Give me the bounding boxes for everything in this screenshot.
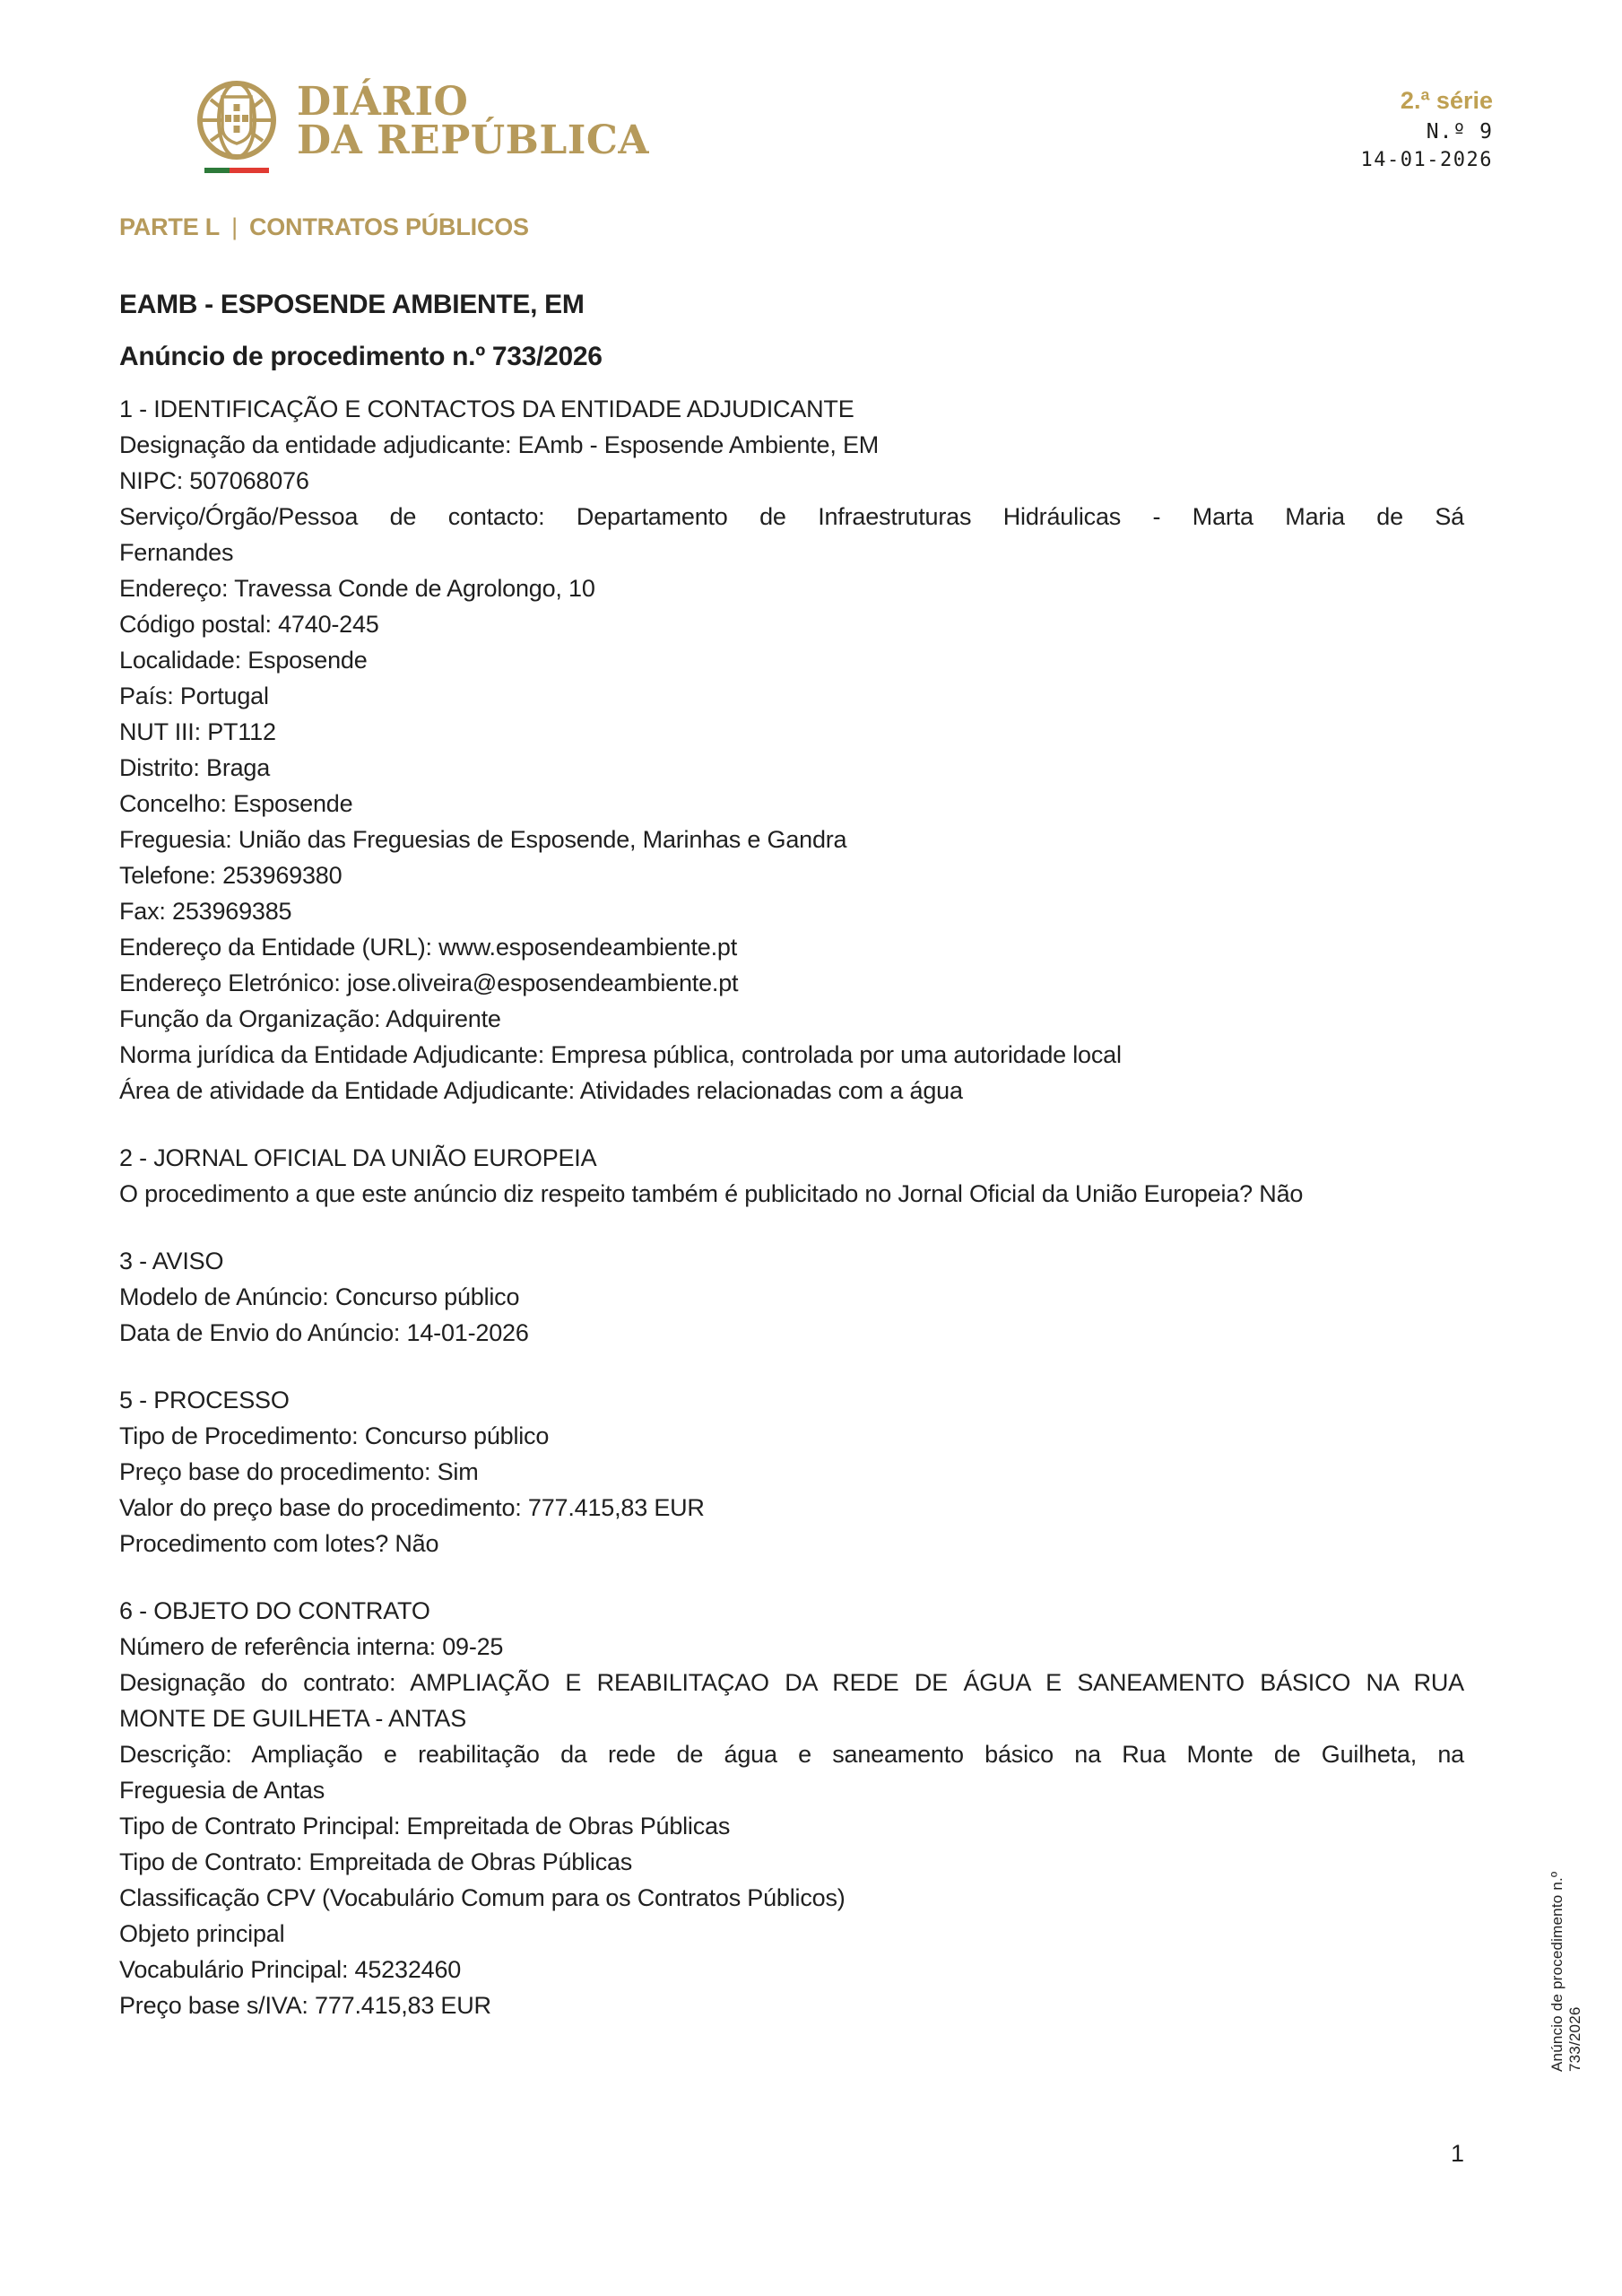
document-line: 1 - IDENTIFICAÇÃO E CONTACTOS DA ENTIDADE ADJUDICANTE xyxy=(119,396,854,422)
document-line: 6 - OBJETO DO CONTRATO xyxy=(119,1597,430,1624)
document-line: Função da Organização: Adquirente xyxy=(119,1005,501,1032)
document-line xyxy=(119,1109,1464,1140)
document-line: Número de referência interna: 09-25 xyxy=(119,1633,504,1660)
document-line: 2 - JORNAL OFICIAL DA UNIÃO EUROPEIA xyxy=(119,1144,597,1171)
document-line: Procedimento com lotes? Não xyxy=(119,1530,439,1557)
document-line: Endereço Eletrónico: jose.oliveira@esposendeambiente.pt xyxy=(119,970,739,996)
document-line: Freguesia de Antas xyxy=(119,1777,325,1804)
portugal-flag-bar xyxy=(204,168,269,173)
document-line: Tipo de Contrato: Empreitada de Obras Públicas xyxy=(119,1848,633,1875)
document-line: Preço base s/IVA: 777.415,83 EUR xyxy=(119,1992,491,2019)
document-line: Localidade: Esposende xyxy=(119,647,368,674)
document-line xyxy=(119,1561,1464,1593)
document-line: Data de Envio do Anúncio: 14-01-2026 xyxy=(119,1319,529,1346)
document-line xyxy=(119,1212,1464,1243)
document-line: Objeto principal xyxy=(119,1920,285,1947)
document-line: Telefone: 253969380 xyxy=(119,862,343,889)
document-line: Preço base do procedimento: Sim xyxy=(119,1458,479,1485)
document-line: Distrito: Braga xyxy=(119,754,271,781)
logo-line-1: DIÁRIO xyxy=(297,79,469,125)
document-line: Tipo de Contrato Principal: Empreitada de Obras Públicas xyxy=(119,1813,731,1839)
part-section-heading xyxy=(119,213,529,241)
document-line: Fax: 253969385 xyxy=(119,898,292,925)
section-label: CONTRATOS PÚBLICOS xyxy=(248,213,529,240)
vertical-procedure-label: Anúncio de procedimento n.º 733/2026 xyxy=(1548,1871,1583,2072)
document-line: Concelho: Esposende xyxy=(119,790,353,817)
document-line: O procedimento a que este anúncio diz respeito também é publicitado no Jornal Oficial da União Europeia? Não xyxy=(119,1180,1304,1207)
armillary-sphere-emblem-icon xyxy=(189,77,284,186)
document-body xyxy=(119,391,1464,2023)
contracting-entity-title: EAMB - ESPOSENDE AMBIENTE, EM xyxy=(119,290,585,319)
document-line: Área de atividade da Entidade Adjudicante: Atividades relacionadas com a água xyxy=(119,1077,963,1104)
logo-line-2: DA REPÚBLICA xyxy=(297,117,650,163)
diario-da-republica-logotype xyxy=(297,79,650,163)
procedure-announcement-title: Anúncio de procedimento n.º 733/2026 xyxy=(119,342,603,371)
document-line: MONTE DE GUILHETA - ANTAS xyxy=(119,1705,467,1732)
document-line: Vocabulário Principal: 45232460 xyxy=(119,1956,462,1983)
document-line: Tipo de Procedimento: Concurso público xyxy=(119,1422,550,1449)
issue-date: 14-01-2026 xyxy=(1360,149,1493,171)
document-line: Classificação CPV (Vocabulário Comum para os Contratos Públicos) xyxy=(119,1884,846,1911)
document-line: Norma jurídica da Entidade Adjudicante: Empresa pública, controlada por uma autoridade local xyxy=(119,1041,1122,1068)
document-line xyxy=(119,1351,1464,1382)
document-line: Designação do contrato: AMPLIAÇÃO E REABILITAÇAO DA REDE DE ÁGUA E SANEAMENTO BÁSICO NA RUA xyxy=(119,1669,1464,1696)
page-number: 1 xyxy=(1450,2140,1464,2167)
series-label: 2.ª série xyxy=(1400,87,1493,114)
document-line: 3 - AVISO xyxy=(119,1248,224,1274)
part-label: PARTE L xyxy=(119,213,221,240)
document-line: Modelo de Anúncio: Concurso público xyxy=(119,1283,520,1310)
edition-info xyxy=(1361,87,1493,171)
document-line: País: Portugal xyxy=(119,683,269,709)
document-line: Designação da entidade adjudicante: EAmb - Esposende Ambiente, EM xyxy=(119,431,880,458)
document-line: NIPC: 507068076 xyxy=(119,467,309,494)
document-line: Endereço da Entidade (URL): www.esposendeambiente.pt xyxy=(119,934,738,961)
issue-number: N.º 9 xyxy=(1426,120,1493,144)
document-line: Serviço/Órgão/Pessoa de contacto: Departamento de Infraestruturas Hidráulicas - Marta Maria de Sá xyxy=(119,503,1464,530)
document-line: Fernandes xyxy=(119,539,234,566)
document-line: Valor do preço base do procedimento: 777.415,83 EUR xyxy=(119,1494,705,1521)
part-separator: | xyxy=(231,213,238,240)
document-line: Endereço: Travessa Conde de Agrolongo, 10 xyxy=(119,575,595,602)
document-line: 5 - PROCESSO xyxy=(119,1387,290,1413)
document-line: Descrição: Ampliação e reabilitação da rede de água e saneamento básico na Rua Monte de Guilheta, na xyxy=(119,1741,1464,1768)
document-line: Freguesia: União das Freguesias de Esposende, Marinhas e Gandra xyxy=(119,826,847,853)
document-line: Código postal: 4740-245 xyxy=(119,611,379,638)
document-line: NUT III: PT112 xyxy=(119,718,276,745)
